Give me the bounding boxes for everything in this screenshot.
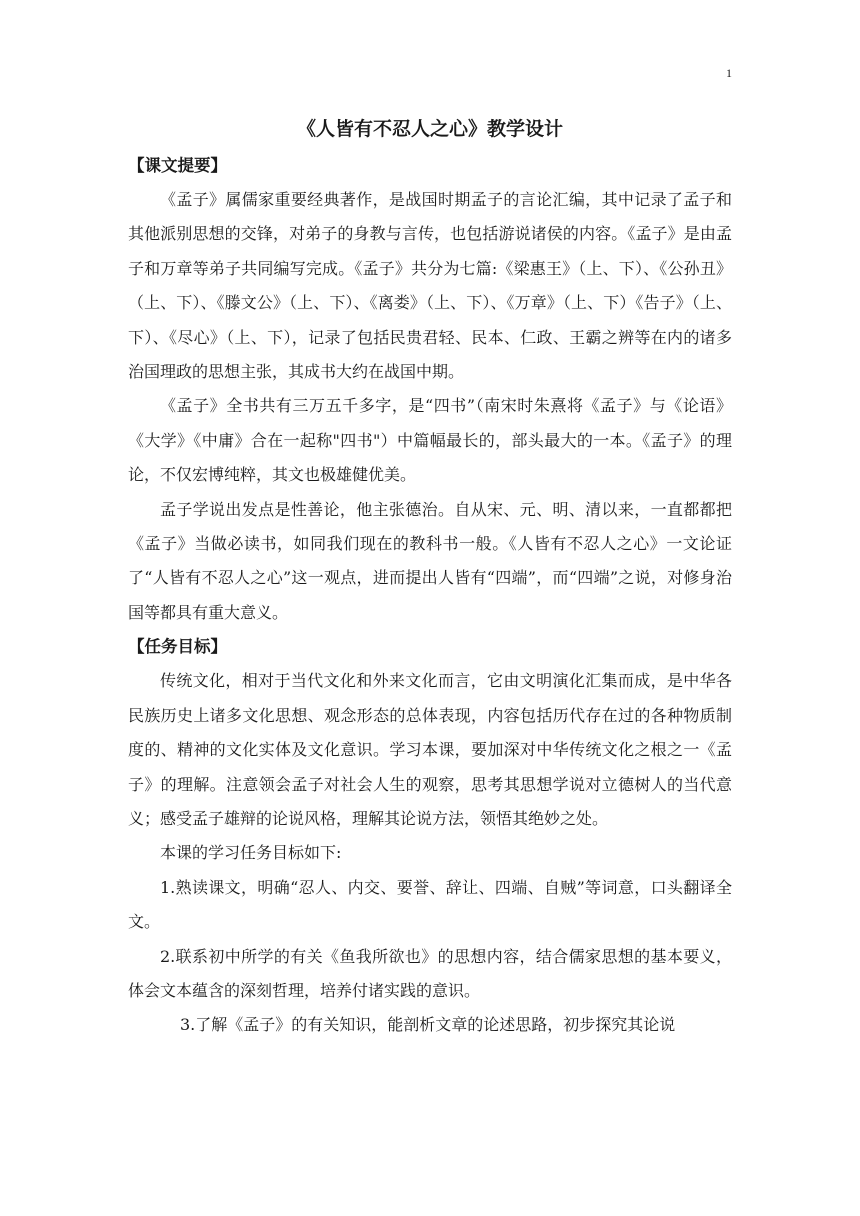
section-heading: 【课文提要】 [128,156,227,175]
goal-item: 1.熟读课文，明确“忍人、内交、要誉、辞让、四端、自贼”等词意，口头翻译全文。 [128,877,732,932]
paragraph: 传统文化，相对于当代文化和外来文化而言，它由文明演化汇集而成，是中华各民族历史上诸多文化思想、观念形态的总体表现，内容包括历代存在过的各种物质制度的、精神的文化实体及文化意识。学习本课，要加深对中华传统文化之根之一《孟子》的理解。注意领会孟子对社会人生的观察，思考其思想学说对立德树人的当代意义；感受孟子雄辩的论说风格，理解其论说方法，领悟其绝妙之处。 [128,671,732,828]
goal-item: 2.联系初中所学的有关《鱼我所欲也》的思想内容，结合儒家思想的基本要义，体会文本蕴含的深刻哲理，培养付诸实践的意识。 [128,946,732,1000]
page-number: 1 [726,66,732,80]
section-text-summary [128,149,732,630]
paragraph: 《孟子》属儒家重要经典著作，是战国时期孟子的言论汇编，其中记录了孟子和其他派别思想的交锋，对弟子的身教与言传，也包括游说诸侯的内容。《孟子》是由孟子和万章等弟子共同编写完成。《孟子》共分为七篇:《梁惠王》（上、下）、《公孙丑》（上、下）、《滕文公》（上、下）、《离娄》（上、下）、《万章》（上、下）《告子》（上、下）、《尽心》（上、下），记录了包括民贵君轻、民本、仁政、王霸之辨等在内的诸多治国理政的思想主张，其成书大约在战国中期。 [128,190,732,382]
section-heading: 【任务目标】 [128,637,227,657]
section-task-goals [128,630,732,1042]
document-body [128,115,732,1043]
goal-item: 3.了解《孟子》的有关知识，能剖析文章的论述思路，初步探究其论说 [180,1015,676,1035]
paragraph: 孟子学说出发点是性善论，他主张德治。自从宋、元、明、清以来，一直都都把《孟子》当做必读书，如同我们现在的教科书一般。《人皆有不忍人之心》一文论证了“人皆有不忍人之心”这一观点，进而提出人皆有“四端”，而“四端”之说，对修身治国等都具有重大意义。 [128,499,732,622]
document-title: 《人皆有不忍人之心》教学设计 [296,118,563,140]
paragraph: 《孟子》全书共有三万五千多字，是“四书”（南宋时朱熹将《孟子》与《论语》《大学》《中庸》合在一起称"四书"）中篇幅最长的，部头最大的一本。《孟子》的理论，不仅宏博纯粹，其文也极雄健优美。 [128,396,732,485]
paragraph: 本课的学习任务目标如下: [160,843,342,863]
